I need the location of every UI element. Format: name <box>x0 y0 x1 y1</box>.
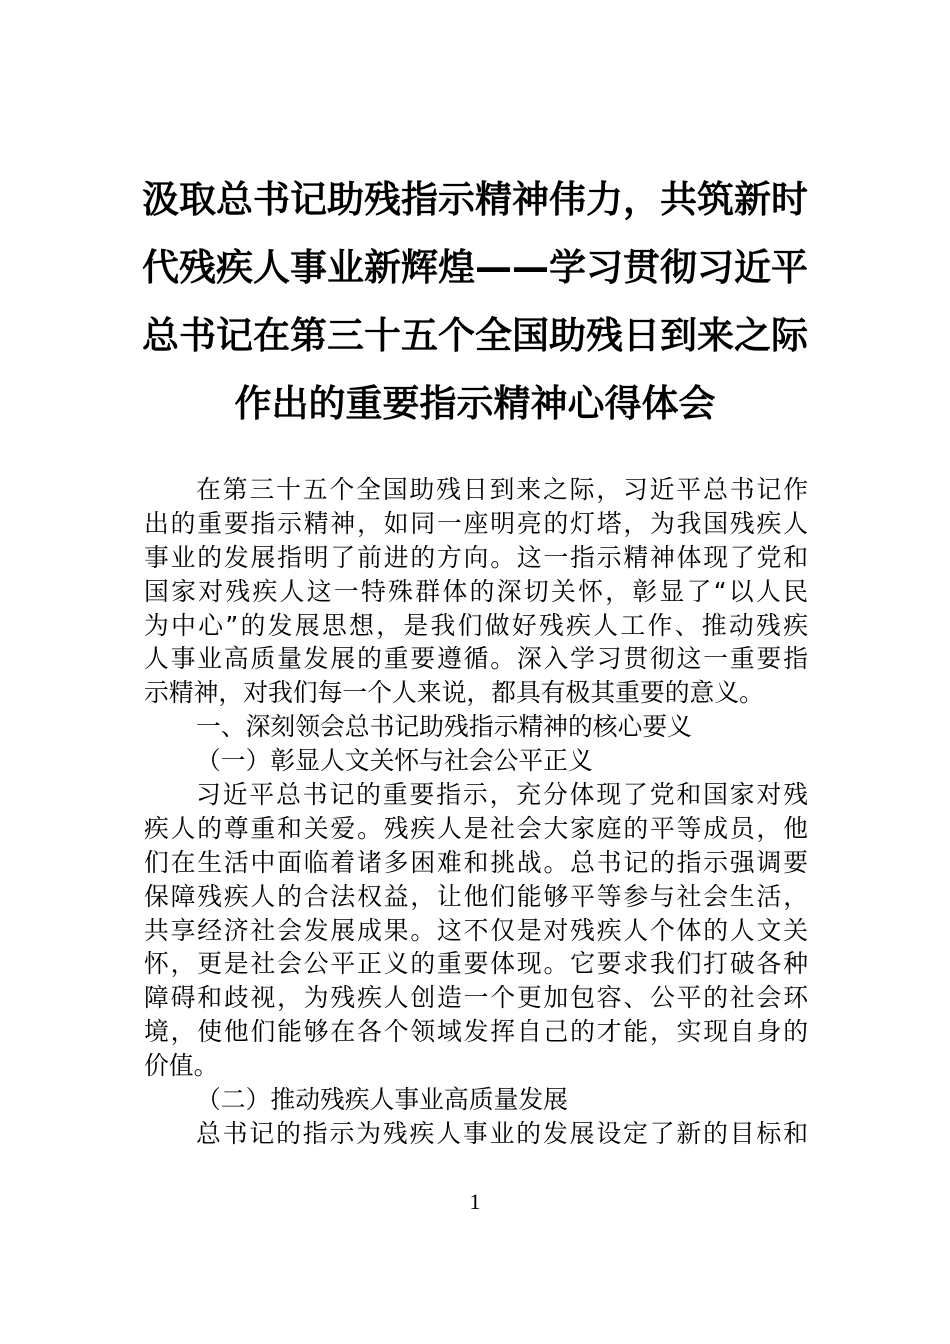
paragraph-line: 障碍和歧视，为残疾人创造一个更加包容、公平的社会环 <box>144 983 808 1013</box>
page-number: 1 <box>469 1189 481 1214</box>
paragraph-line: 共享经济社会发展成果。这不仅是对残疾人个体的人文关 <box>144 915 808 945</box>
title-line: 作出的重要指示精神心得体会 <box>234 382 716 425</box>
paragraph-line: 怀，更是社会公平正义的重要体现。它要求我们打破各种 <box>144 949 808 979</box>
document-title <box>140 166 810 438</box>
title-line: 汲取总书记助残指示精神伟力，共筑新时 <box>142 178 808 221</box>
paragraph-line: 国家对残疾人这一特殊群体的深切关怀，彰显了“以人民 <box>144 576 808 606</box>
paragraph-line: 们在生活中面临着诸多困难和挑战。总书记的指示强调要 <box>144 847 808 877</box>
paragraph-line: 价值。 <box>144 1051 219 1081</box>
subsection-heading: （二）推动残疾人事业高质量发展 <box>196 1085 568 1115</box>
title-line: 代残疾人事业新辉煌——学习贯彻习近平 <box>142 246 808 289</box>
paragraph-line: 示精神，对我们每一个人来说，都具有极其重要的意义。 <box>144 678 764 708</box>
paragraph-line: 保障残疾人的合法权益，让他们能够平等参与社会生活， <box>144 881 808 911</box>
document-body <box>144 473 808 1151</box>
subsection-2-paragraph <box>144 1117 808 1151</box>
paragraph-line: 疾人的尊重和关爱。残疾人是社会大家庭的平等成员，他 <box>144 813 808 843</box>
paragraph-line: 人事业高质量发展的重要遵循。深入学习贯彻这一重要指 <box>144 644 808 674</box>
subsection-heading: （一）彰显人文关怀与社会公平正义 <box>196 746 593 776</box>
title-line: 总书记在第三十五个全国助残日到来之际 <box>142 314 808 357</box>
paragraph-line: 出的重要指示精神，如同一座明亮的灯塔，为我国残疾人 <box>144 508 808 538</box>
paragraph-line: 境，使他们能够在各个领域发挥自己的才能，实现自身的 <box>144 1017 808 1047</box>
intro-paragraph <box>144 473 808 710</box>
subsection-1-paragraph <box>144 778 808 1083</box>
paragraph-line: 事业的发展指明了前进的方向。这一指示精神体现了党和 <box>144 542 808 572</box>
paragraph-line: 总书记的指示为残疾人事业的发展设定了新的目标和 <box>196 1118 808 1148</box>
section-heading: 一、深刻领会总书记助残指示精神的核心要义 <box>196 712 692 742</box>
paragraph-line: 在第三十五个全国助残日到来之际，习近平总书记作 <box>196 475 808 504</box>
paragraph-line: 为中心”的发展思想，是我们做好残疾人工作、推动残疾 <box>144 610 808 640</box>
paragraph-line: 习近平总书记的重要指示，充分体现了党和国家对残 <box>196 780 808 810</box>
